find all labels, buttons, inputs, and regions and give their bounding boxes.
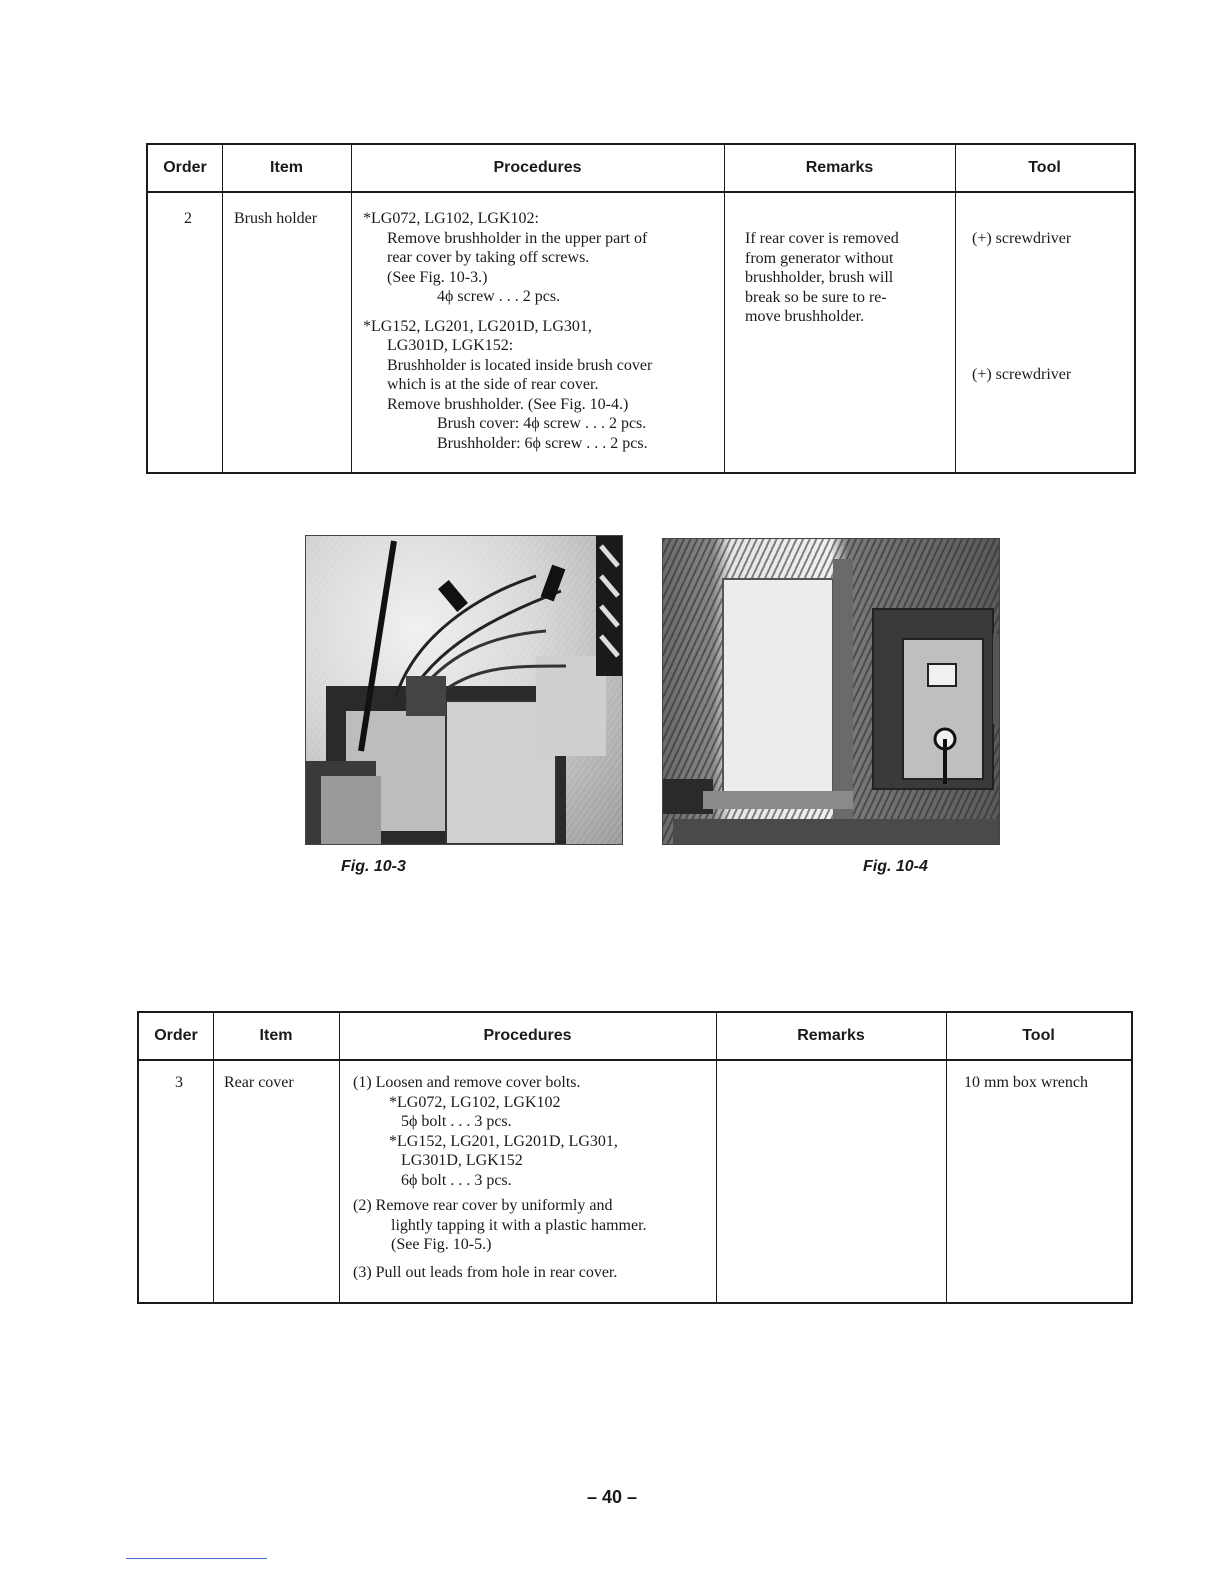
header-procedures: Procedures [483, 1027, 572, 1044]
header-order: Order [154, 1027, 198, 1044]
procedure-table-brush-holder [146, 143, 1136, 474]
remark-line: If rear cover is removed [745, 230, 899, 247]
procedure-line: (See Fig. 10-3.) [387, 268, 488, 286]
procedure-line: (1) Loosen and remove cover bolts. [353, 1074, 581, 1091]
procedure-table-rear-cover [137, 1011, 1133, 1304]
header-order: Order [163, 159, 207, 176]
procedure-line: Brushholder is located inside brush cover [387, 356, 653, 374]
remark-line: from generator without [745, 249, 894, 267]
procedures-cell [363, 209, 652, 453]
column-divider [351, 145, 352, 472]
procedure-line: (See Fig. 10-5.) [391, 1236, 492, 1253]
brush-cover-generator-illustration [663, 539, 999, 844]
order-number: 3 [175, 1074, 183, 1091]
header-item: Item [259, 1027, 293, 1044]
remark-line: move brushholder. [745, 308, 865, 325]
procedure-line: which is at the side of rear cover. [387, 376, 599, 393]
remark-line: brushholder, brush will [745, 269, 894, 286]
item-name: Rear cover [224, 1074, 294, 1091]
procedure-line: 6ϕ bolt . . . 3 pcs. [401, 1171, 512, 1189]
figure-caption: Fig. 10-3 [341, 858, 406, 875]
procedure-line: Brush cover: 4ϕ screw . . . 2 pcs. [437, 415, 647, 432]
column-divider [724, 145, 725, 472]
header-remarks: Remarks [797, 1027, 865, 1044]
header-item: Item [270, 159, 303, 176]
procedure-line: 4ϕ screw . . . 2 pcs. [437, 288, 561, 305]
header-tool: Tool [1022, 1027, 1055, 1044]
procedure-line: LG301D, LGK152: [387, 337, 514, 354]
figure-10-3-photo [305, 535, 623, 845]
procedure-line: *LG152, LG201, LG201D, LG301, [363, 317, 592, 335]
procedure-line: *LG072, LG102, LGK102 [389, 1093, 561, 1111]
brushholder-generator-illustration [306, 536, 622, 844]
procedure-line: Remove brushholder in the upper part of [387, 229, 648, 247]
figure-caption: Fig. 10-4 [863, 858, 928, 875]
header-tool: Tool [1028, 159, 1061, 176]
column-divider [955, 145, 956, 472]
procedure-line: lightly tapping it with a plastic hammer. [391, 1216, 647, 1234]
procedures-cell [353, 1073, 647, 1282]
procedure-line: 5ϕ bolt . . . 3 pcs. [401, 1113, 512, 1130]
header-procedures: Procedures [493, 159, 582, 176]
procedure-line: Brushholder: 6ϕ screw . . . 2 pcs. [437, 434, 648, 452]
procedure-line: *LG152, LG201, LG201D, LG301, [389, 1132, 618, 1150]
item-name: Brush holder [234, 210, 318, 227]
remarks-cell [745, 229, 899, 327]
tool-label: 10 mm box wrench [964, 1074, 1088, 1091]
tool-label: (+) screwdriver [972, 230, 1072, 247]
procedure-line: (3) Pull out leads from hole in rear cover. [353, 1263, 618, 1281]
figure-10-4-photo [662, 538, 1000, 845]
column-divider [222, 145, 223, 472]
procedure-line: *LG072, LG102, LGK102: [363, 210, 539, 227]
procedure-line: Remove brushholder. (See Fig. 10-4.) [387, 395, 629, 413]
procedure-line: (2) Remove rear cover by uniformly and [353, 1197, 613, 1214]
procedure-line: rear cover by taking off screws. [387, 249, 590, 266]
order-number: 2 [184, 210, 192, 227]
remark-line: break so be sure to re- [745, 288, 887, 306]
header-remarks: Remarks [805, 159, 874, 176]
procedure-line: LG301D, LGK152 [401, 1152, 523, 1169]
footer-rule [126, 1558, 267, 1559]
tool-label: (+) screwdriver [972, 366, 1072, 383]
page-number: – 40 – [586, 1487, 638, 1507]
